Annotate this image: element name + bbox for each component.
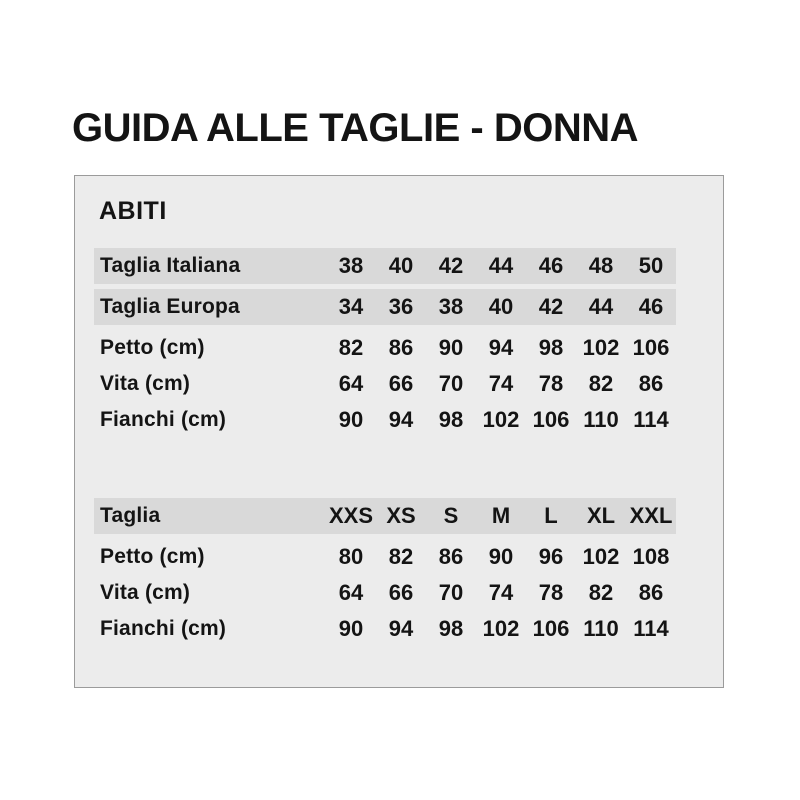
size-value: 98: [438, 407, 464, 432]
size-value: 64: [338, 371, 364, 396]
size-value: 110: [583, 616, 619, 641]
row-label: Fianchi (cm): [100, 617, 227, 640]
size-value: XS: [386, 503, 416, 528]
size-value: 44: [488, 253, 514, 278]
table-row: [94, 330, 676, 366]
size-value: 46: [538, 253, 564, 278]
size-value: 102: [482, 407, 520, 432]
size-value: 82: [588, 580, 614, 605]
size-value: S: [443, 503, 459, 528]
row-label: Taglia Europa: [100, 295, 240, 318]
table-row: [94, 366, 676, 402]
size-value: XL: [586, 503, 616, 528]
table-row: [94, 289, 676, 325]
size-guide-card: [74, 175, 724, 688]
size-value: 66: [388, 371, 414, 396]
size-value: 86: [388, 335, 414, 360]
size-value: 70: [438, 371, 464, 396]
size-value: 36: [388, 294, 414, 319]
size-value: 50: [638, 253, 664, 278]
size-value: XXL: [629, 503, 673, 528]
table-row: [94, 539, 676, 575]
size-value: 74: [488, 580, 514, 605]
size-tables-container: [94, 248, 674, 647]
table-row: [94, 248, 676, 284]
table-row: [94, 611, 676, 647]
size-value: 94: [488, 335, 514, 360]
size-value: 82: [388, 544, 414, 569]
size-value: 42: [538, 294, 564, 319]
row-label: Taglia Italiana: [100, 254, 241, 277]
size-value: 40: [488, 294, 514, 319]
size-value: 86: [438, 544, 464, 569]
size-value: 102: [582, 544, 620, 569]
size-value: 114: [633, 407, 669, 432]
table-row: [94, 575, 676, 611]
size-value: 78: [538, 371, 564, 396]
size-value: XXS: [328, 503, 374, 528]
size-value: 74: [488, 371, 514, 396]
table-row: [94, 498, 676, 534]
size-value: 90: [338, 616, 364, 641]
size-value: 94: [388, 407, 414, 432]
size-value: M: [491, 503, 511, 528]
size-value: 82: [588, 371, 614, 396]
row-label: Fianchi (cm): [100, 408, 227, 431]
size-value: 82: [338, 335, 364, 360]
size-value: 90: [438, 335, 464, 360]
size-value: 114: [633, 616, 669, 641]
size-value: 106: [532, 616, 570, 641]
size-value: 34: [338, 294, 364, 319]
row-label: Petto (cm): [100, 336, 205, 359]
size-value: 42: [438, 253, 464, 278]
page-title: GUIDA ALLE TAGLIE - DONNA: [72, 106, 638, 150]
size-value: L: [544, 503, 558, 528]
size-value: 94: [388, 616, 414, 641]
size-value: 98: [438, 616, 464, 641]
size-value: 102: [482, 616, 520, 641]
row-label: Petto (cm): [100, 545, 205, 568]
size-value: 98: [538, 335, 564, 360]
size-value: 96: [538, 544, 564, 569]
size-value: 106: [632, 335, 670, 360]
size-value: 108: [632, 544, 670, 569]
size-value: 64: [338, 580, 364, 605]
size-value: 90: [338, 407, 364, 432]
size-value: 46: [638, 294, 664, 319]
card-header-abiti: ABITI: [99, 197, 167, 225]
size-value: 78: [538, 580, 564, 605]
size-value: 70: [438, 580, 464, 605]
row-label: Vita (cm): [100, 372, 191, 395]
size-table-abiti-taglie-numeriche: [94, 248, 676, 438]
size-value: 38: [438, 294, 464, 319]
table-row: [94, 402, 676, 438]
size-value: 48: [588, 253, 614, 278]
size-value: 86: [638, 371, 664, 396]
row-label: Vita (cm): [100, 581, 191, 604]
size-value: 102: [582, 335, 620, 360]
size-value: 44: [588, 294, 614, 319]
size-value: 90: [488, 544, 514, 569]
size-table-abiti-taglie-internazionali: [94, 498, 676, 647]
size-value: 110: [583, 407, 619, 432]
size-value: 66: [388, 580, 414, 605]
size-value: 38: [338, 253, 364, 278]
size-value: 80: [338, 544, 364, 569]
size-value: 86: [638, 580, 664, 605]
row-label: Taglia: [100, 504, 161, 527]
size-value: 106: [532, 407, 570, 432]
size-value: 40: [388, 253, 414, 278]
